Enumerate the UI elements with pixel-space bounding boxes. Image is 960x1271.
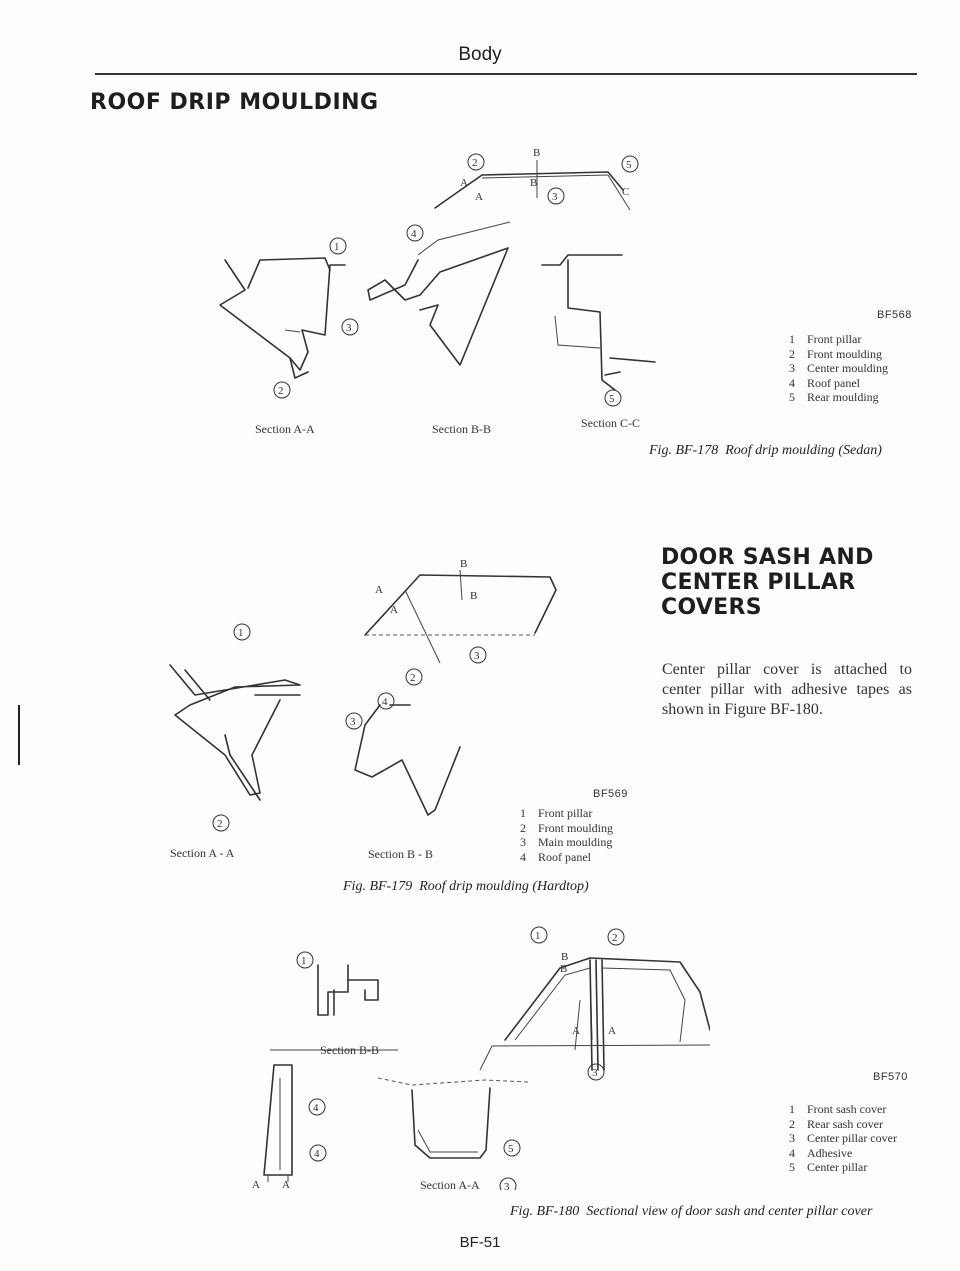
fig-178-illustration — [190, 140, 690, 420]
fig-178-section-c-shape — [542, 255, 655, 390]
callout-5-top — [622, 156, 638, 172]
svg-text:3: 3 — [552, 191, 558, 203]
legend-item: 2 Front moulding — [789, 346, 883, 361]
fig-180-section-a-shape — [378, 1078, 528, 1158]
fig-179-caption: Fig. BF-179 Roof drip moulding (Hardtop) — [343, 879, 589, 894]
callout-4-b — [378, 693, 394, 709]
callout-5-a — [504, 1140, 520, 1156]
section-title-door-sash: DOOR SASH AND CENTER PILLAR COVERS — [661, 545, 874, 620]
svg-text:4: 4 — [314, 1148, 320, 1160]
callout-4-lower — [310, 1145, 326, 1161]
svg-text:3: 3 — [504, 1181, 510, 1190]
fig-179-label-section-a: Section A - A — [170, 846, 235, 860]
legend-item: 3 Center moulding — [789, 361, 888, 375]
fig-179-roof-outline — [365, 570, 556, 663]
legend-item: 3 Center pillar cover — [789, 1131, 897, 1145]
legend-item: 2 Rear sash cover — [789, 1116, 883, 1131]
svg-text:3: 3 — [350, 716, 356, 728]
callout-3-a — [500, 1178, 516, 1190]
svg-text:1: 1 — [535, 930, 541, 942]
callout-1-a — [234, 624, 250, 640]
legend-item: 4 Roof panel — [520, 849, 591, 864]
section-title-roof-drip: ROOF DRIP MOULDING — [90, 90, 379, 115]
fig-180-section-b-shape — [270, 965, 398, 1050]
marker-c: C — [622, 186, 630, 198]
svg-text:2: 2 — [278, 385, 284, 397]
fig-178-label-section-a: Section A-A — [255, 422, 315, 436]
fig-178-label-section-c: Section C-C — [581, 416, 640, 430]
marker-a-left: A — [572, 1025, 580, 1037]
marker-b-bottom: B — [560, 963, 568, 975]
marker-b-top: B — [561, 951, 569, 963]
callout-3-main — [470, 647, 486, 663]
svg-text:2: 2 — [472, 157, 478, 169]
callout-2-top — [468, 154, 484, 170]
fig-179-label-section-b: Section B - B — [368, 847, 433, 861]
fig-179-legend — [520, 806, 613, 864]
running-header: Body — [458, 44, 502, 65]
legend-item: 3 Main moulding — [520, 835, 613, 849]
marker-b-bottom: B — [530, 177, 538, 189]
fig-179-section-b-shape — [355, 705, 460, 815]
callout-1-a — [330, 238, 346, 254]
page-number: BF-51 — [459, 1234, 501, 1251]
fig-180-label-section-b: Section B-B — [320, 1043, 379, 1057]
legend-item: 4 Roof panel — [789, 375, 860, 390]
legend-item: 4 Adhesive — [789, 1145, 853, 1160]
svg-text:2: 2 — [217, 818, 223, 830]
callout-5-c — [605, 390, 621, 406]
callout-1-top — [531, 927, 547, 943]
callout-4-upper — [309, 1099, 325, 1115]
fig-180-label-section-a: Section A-A — [420, 1178, 480, 1192]
svg-text:2: 2 — [612, 932, 618, 944]
marker-a-bottom: A — [390, 604, 398, 616]
svg-text:4: 4 — [382, 696, 388, 708]
fig-179-illustration — [140, 555, 620, 845]
callout-1-b — [297, 952, 313, 968]
callout-3-b — [346, 713, 362, 729]
fig-180-legend — [789, 1102, 897, 1175]
legend-item: 1 Front pillar — [520, 806, 593, 820]
legend-item: 1 Front pillar — [789, 332, 862, 346]
header-rule — [95, 73, 917, 75]
marker-b-top: B — [460, 558, 468, 570]
svg-text:1: 1 — [238, 627, 244, 639]
callout-2-a — [213, 815, 229, 831]
fig-180-caption: Fig. BF-180 Sectional view of door sash and center pillar cover — [510, 1204, 873, 1219]
marker-b-bottom: B — [470, 590, 478, 602]
svg-text:2: 2 — [410, 672, 416, 684]
marker-a-right: A — [282, 1179, 290, 1190]
callout-3-b — [342, 319, 358, 335]
callout-3-door — [588, 1064, 604, 1080]
fig-180-code: BF570 — [873, 1071, 908, 1083]
svg-text:4: 4 — [313, 1102, 319, 1114]
svg-text:5: 5 — [508, 1143, 514, 1155]
fig-178-caption: Fig. BF-178 Roof drip moulding (Sedan) — [649, 443, 882, 458]
fig-180-adhesive-view — [264, 1065, 292, 1182]
fig-178-legend — [789, 332, 888, 405]
marker-a-left: A — [252, 1179, 260, 1190]
svg-text:3: 3 — [592, 1067, 598, 1079]
marker-a-right: A — [608, 1025, 616, 1037]
legend-item: 2 Front moulding — [520, 820, 614, 835]
callout-2-main — [406, 669, 422, 685]
svg-text:5: 5 — [609, 393, 615, 405]
callout-4-b — [407, 225, 423, 241]
callout-3-top — [548, 188, 564, 204]
fig-179-code: BF569 — [593, 788, 628, 800]
fig-179-section-a-shape — [170, 665, 300, 800]
callout-2-top — [608, 929, 624, 945]
fig-178-section-b-shape — [368, 222, 510, 365]
svg-text:4: 4 — [411, 228, 417, 240]
svg-text:3: 3 — [346, 322, 352, 334]
svg-text:1: 1 — [301, 955, 307, 967]
fig-178-section-a-shape — [220, 258, 345, 378]
callout-2-a — [274, 382, 290, 398]
legend-item: 1 Front sash cover — [789, 1102, 887, 1116]
section-body-door-sash: Center pillar cover is attached to center pillar with adhesive tapes as shown in Figure BF-180. — [662, 661, 912, 718]
svg-text:5: 5 — [626, 159, 632, 171]
legend-item: 5 Center pillar — [789, 1160, 868, 1174]
fig-180-illustration — [230, 920, 710, 1190]
margin-mark — [18, 705, 20, 765]
fig-178-label-section-b: Section B-B — [432, 422, 491, 436]
marker-a-top: A — [375, 584, 383, 596]
svg-text:1: 1 — [334, 241, 340, 253]
fig-178-code: BF568 — [877, 309, 912, 321]
fig-180-door-view — [480, 958, 710, 1070]
marker-a-top: A — [460, 177, 468, 189]
svg-text:3: 3 — [474, 650, 480, 662]
marker-a-bottom: A — [475, 191, 483, 203]
legend-item: 5 Rear moulding — [789, 390, 879, 404]
marker-b-top: B — [533, 147, 541, 159]
